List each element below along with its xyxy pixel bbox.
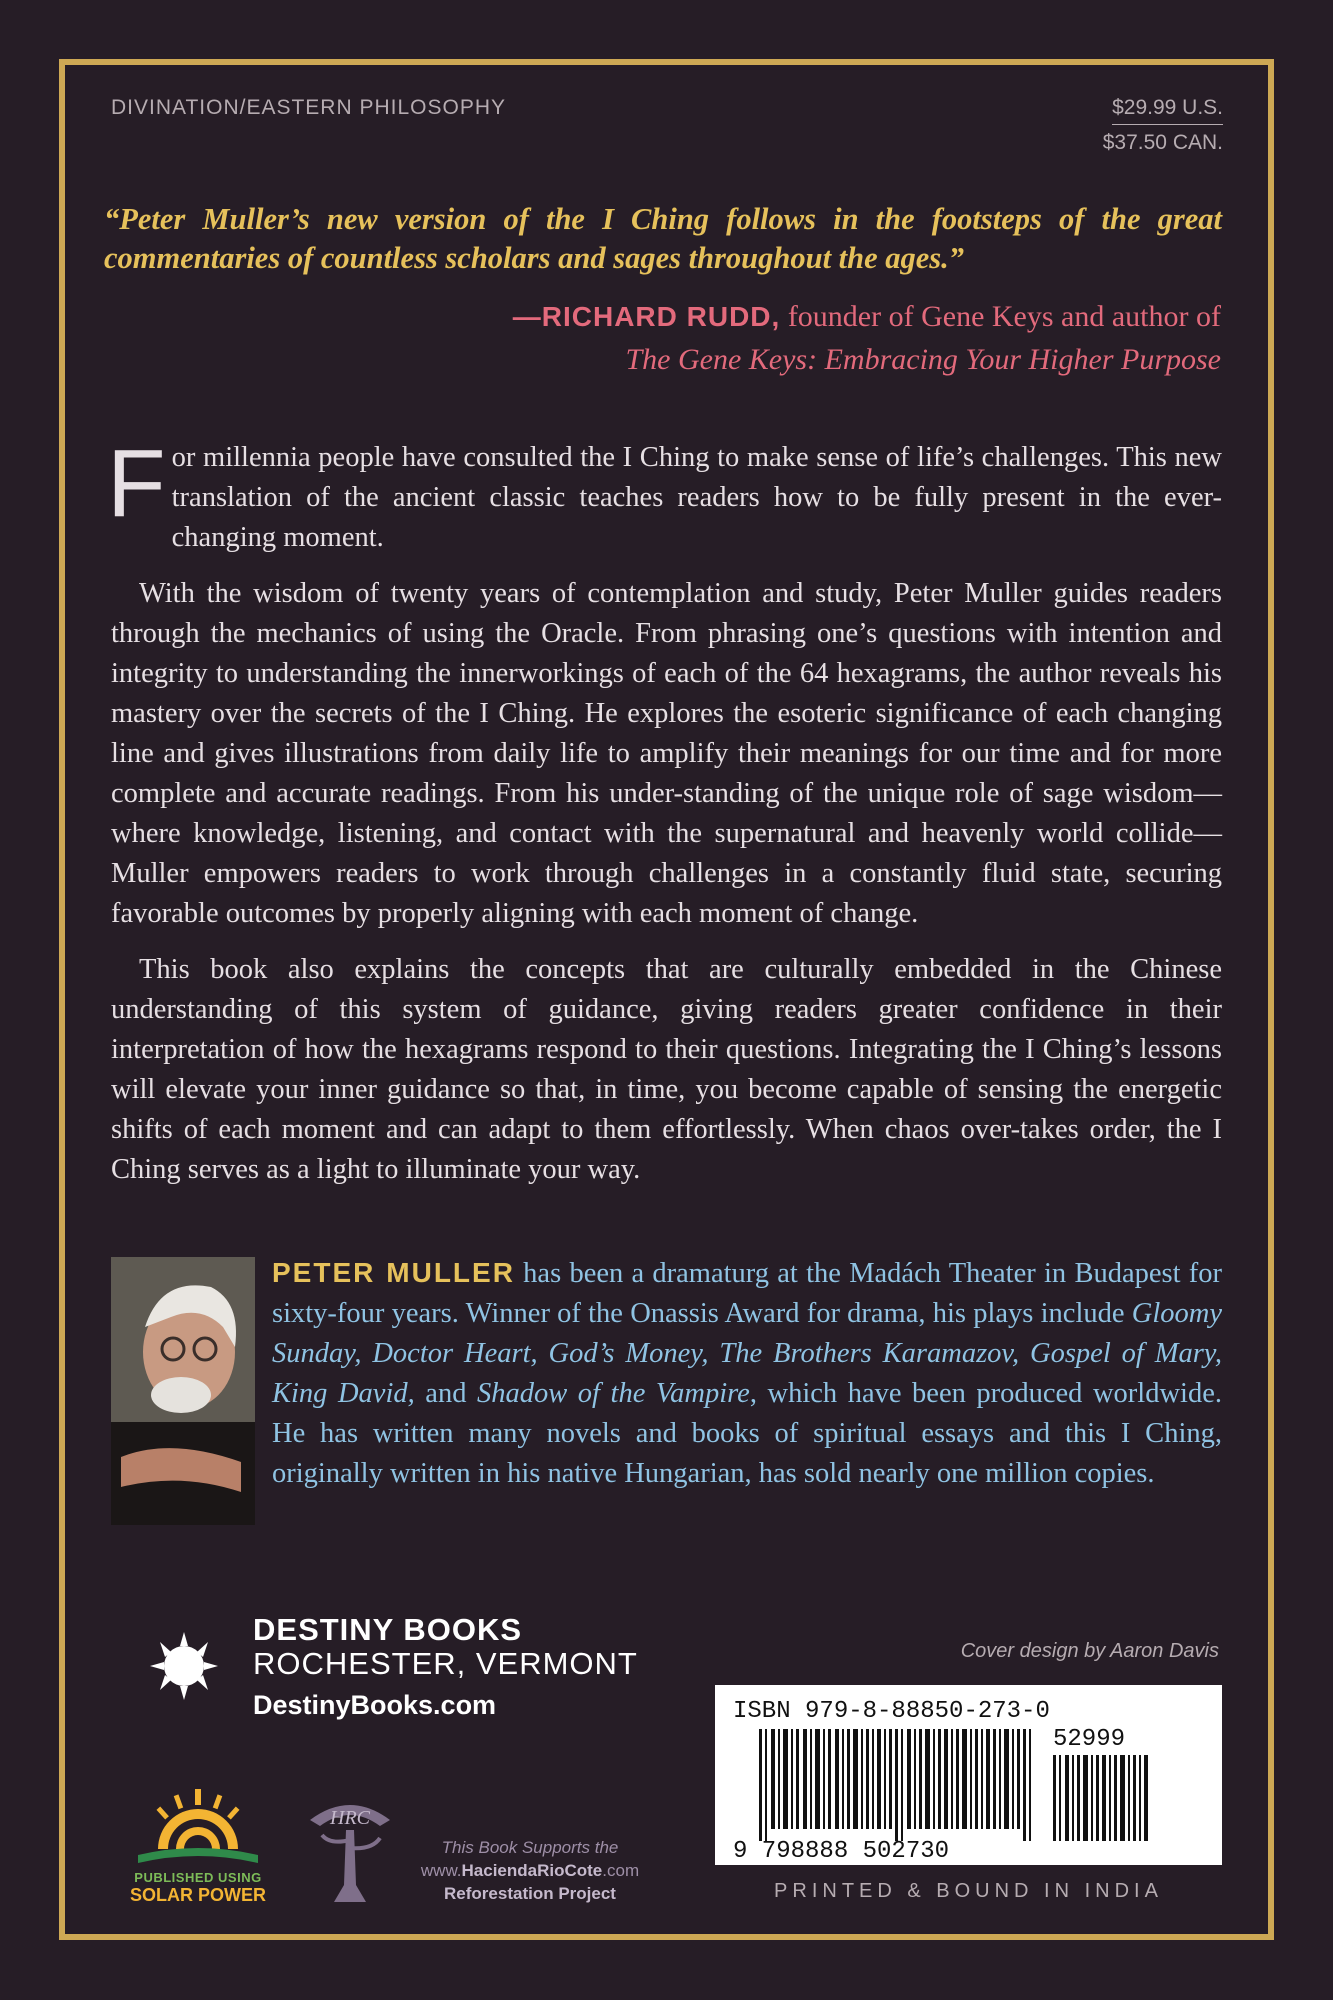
endorsement-attribution — [513, 295, 1221, 381]
tree-logo-icon — [300, 1790, 400, 1915]
author-name: PETER MULLER — [272, 1257, 515, 1288]
hrc-line-3: Reforestation Project — [444, 1884, 616, 1903]
hrc-logo-text: HRC — [330, 1807, 370, 1829]
hrc-line-1: This Book Supports the — [441, 1838, 619, 1857]
addon-barcode-bars — [1053, 1755, 1148, 1841]
price-us: $29.99 U.S. — [1112, 96, 1223, 125]
printed-in-label: PRINTED & BOUND IN INDIA — [774, 1880, 1163, 1902]
isbn-barcode — [715, 1685, 1222, 1865]
paragraph-1-text: or millennia people have consulted the I Ching to make sense of life’s challenges. This new translation of the ancient classic teaches readers how to be fully present in the ever-changing moment. — [171, 442, 1222, 553]
endorser-name: —RICHARD RUDD, — [512, 301, 781, 332]
bio-text-3: , which have been produced worldwide. He has written many novels and books of spiritual essays and this I Ching, originally written in his native Hungarian, has sold nearly one million copies. — [272, 1378, 1222, 1489]
endorsement-quote: “Peter Muller’s new version of the I Ching follows in the footsteps of the great commentaries of countless scholars and sages throughout the ages.” — [104, 202, 1222, 275]
solar-power-badge — [118, 1870, 278, 1906]
bio-works: Gloomy Sunday, Doctor Heart, God’s Money, The Brothers Karamazov, Gospel of Mary, King David, — [272, 1298, 1222, 1409]
endorser-role: founder of Gene Keys and author of — [787, 300, 1221, 333]
solar-power-icon — [118, 1785, 278, 1870]
endorser-book: The Gene Keys: Embracing Your Higher Purpose — [625, 343, 1221, 376]
category-label: DIVINATION/EASTERN PHILOSOPHY — [111, 96, 507, 119]
price-block — [1103, 96, 1223, 155]
solar-line-1: PUBLISHED USING — [134, 1870, 262, 1885]
bio-text-2: and — [414, 1378, 477, 1409]
author-bio — [272, 1253, 1222, 1494]
solar-line-2: SOLAR POWER — [129, 1885, 266, 1905]
cover-design-credit: Cover design by Aaron Davis — [960, 1640, 1219, 1662]
publisher-logo-icon — [118, 1612, 242, 1733]
hrc-url[interactable]: www.HaciendaRioCote.com — [420, 1861, 640, 1880]
publisher-name: DESTINY BOOKS — [253, 1612, 523, 1647]
drop-cap: F — [107, 430, 166, 537]
description-paragraph-2: With the wisdom of twenty years of contemplation and study, Peter Muller guides readers through the mechanics of using the Oracle. From phrasing one’s questions with intention and integrity to understanding the innerworkings of each of the 64 hexagrams, the author reveals his mastery over the secrets of the I Ching. He explores the esoteric significance of each changing line and gives illustrations from daily life to amplify their meanings for our time and for more complete and accurate readings. From his under-standing of the unique role of sage wisdom—where knowledge, listening, and contact with the supernatural and heavenly world collide—Muller empowers readers to work through challenges in a constantly fluid state, securing favorable outcomes by properly aligning with each moment of change. — [111, 578, 1222, 929]
bio-text-1: has been a dramaturg at the Madách Theater in Budapest for sixty-four years. Winner of the Onassis Award for drama, his plays include — [272, 1258, 1223, 1329]
publisher-location: ROCHESTER, VERMONT — [253, 1646, 638, 1681]
bio-work-last: Shadow of the Vampire — [477, 1378, 750, 1409]
price-code: 52999 — [1053, 1726, 1126, 1753]
description — [107, 430, 1222, 1206]
publisher-website[interactable]: DestinyBooks.com — [253, 1690, 497, 1720]
author-photo — [111, 1257, 255, 1525]
publisher-block — [253, 1612, 638, 1721]
reforestation-badge — [395, 1836, 665, 1905]
description-paragraph-1 — [107, 430, 1222, 558]
main-barcode-bars — [759, 1729, 1031, 1841]
price-can: $37.50 CAN. — [1102, 131, 1223, 154]
isbn-text: ISBN 979-8-88850-273-0 — [733, 1698, 1050, 1725]
barcode-digits: 9 798888 502730 — [733, 1838, 950, 1865]
description-paragraph-3: This book also explains the concepts that are culturally embedded in the Chinese understanding of this system of guidance, giving readers greater confidence in their interpretation of how the hexagrams respond to their questions. Integrating the I Ching’s lessons will elevate your inner guidance so that, in time, you become capable of sensing the energetic shifts of each moment and can adapt to them effortlessly. When chaos over-takes order, the I Ching serves as a light to illuminate your way. — [111, 954, 1222, 1185]
